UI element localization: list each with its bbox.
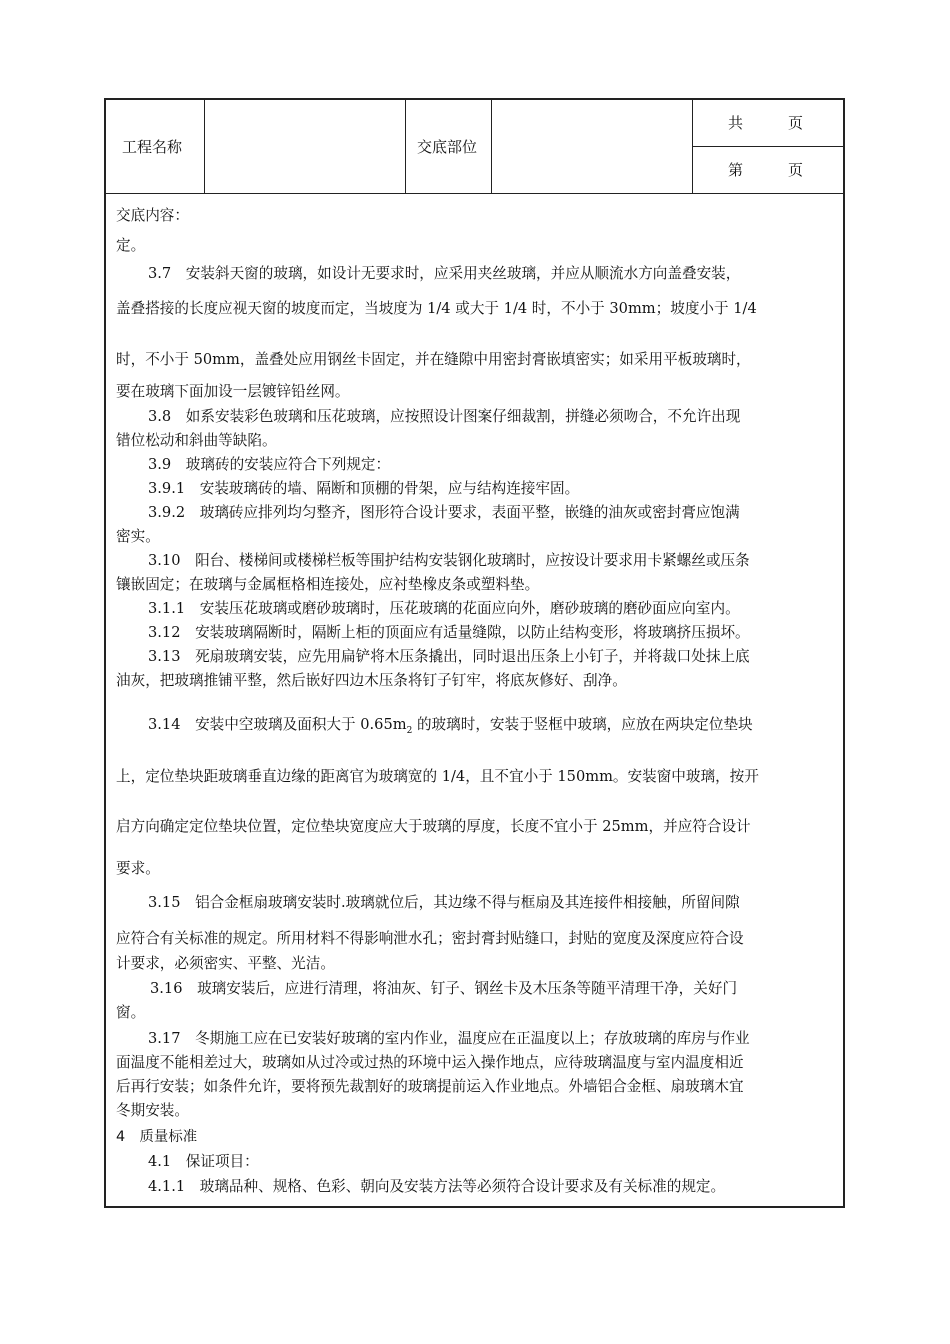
divider	[491, 100, 492, 193]
divider	[405, 100, 406, 193]
text-line: 定。	[116, 237, 146, 254]
text-line: 3.9.1 安装玻璃砖的墙、隔断和顶棚的骨架，应与结构连接牢固。	[148, 480, 580, 497]
text-segment: 3.14 安装中空玻璃及面积大于 0.65m	[148, 716, 407, 733]
text-line	[148, 715, 753, 741]
text-line: 时，不小于 50mm，盖叠处应用钢丝卡固定，并在缝隙中用密封膏嵌填密实；如采用平板玻璃时，	[116, 351, 751, 368]
text-line: 3.7 安装斜天窗的玻璃，如设计无要求时，应采用夹丝玻璃，并应从顺流水方向盖叠安装，	[148, 265, 741, 282]
text-line: 3.10 阳台、楼梯间或楼梯栏板等围护结构安装钢化玻璃时，应按设计要求用卡紧螺丝或压条	[148, 552, 750, 569]
text-line: 面温度不能相差过大，玻璃如从过冷或过热的环境中运入操作地点，应待玻璃温度与室内温度相近	[116, 1054, 744, 1071]
disclosure-part-label: 交底部位	[417, 138, 478, 156]
text-line: 4.1 保证项目：	[148, 1153, 259, 1170]
section-heading: 4 质量标准	[116, 1129, 198, 1145]
form-header	[106, 100, 845, 194]
disclosure-form	[104, 98, 845, 1208]
text-line: 要在玻璃下面加设一层镀锌铅丝网。	[116, 383, 350, 400]
text-line: 4.1.1 玻璃品种、规格、色彩、朝向及安装方法等必须符合设计要求及有关标准的规定。	[148, 1178, 726, 1195]
text-line: 要求。	[116, 860, 160, 877]
text-line: 3.1.1 安装压花玻璃或磨砂玻璃时，压花玻璃的花面应向外，磨砂玻璃的磨砂面应向室内。	[148, 600, 740, 617]
text-line: 3.9 玻璃砖的安装应符合下列规定：	[148, 456, 391, 473]
text-line: 后再行安装；如条件允许，要将预先裁割好的玻璃提前运入作业地点。外墙铝合金框、扇玻璃木宜	[116, 1078, 744, 1095]
text-line: 3.12 安装玻璃隔断时，隔断上柜的顶面应有适量缝隙，以防止结构变形，将玻璃挤压损坏。	[148, 624, 750, 641]
text-line: 3.8 如系安装彩色玻璃和压花玻璃，应按照设计图案仔细裁割，拼缝必须吻合，不允许出现	[148, 408, 741, 425]
text-line: 应符合有关标准的规定。所用材料不得影响泄水孔；密封膏封贴缝口，封贴的宽度及深度应符合设	[116, 930, 744, 947]
text-line: 窗。	[116, 1004, 146, 1021]
text-line: 3.13 死扇玻璃安装，应先用扁铲将木压条撬出，同时退出压条上小钉子，并将裁口处抹上底	[148, 648, 750, 665]
text-line: 冬期安装。	[116, 1102, 189, 1119]
text-line: 盖叠搭接的长度应视天窗的坡度而定，当坡度为 1/4 或大于 1/4 时，不小于 30mm；坡度小于 1/4	[116, 300, 757, 317]
divider	[692, 146, 845, 147]
text-line: 上，定位垫块距玻璃垂直边缘的距离官为玻璃宽的 1/4，且不宜小于 150mm。安装窗中玻璃，按开	[116, 768, 759, 785]
text-line: 启方向确定定位垫块位置，定位垫块宽度应大于玻璃的厚度，长度不宜小于 25mm，并应符合设计	[116, 818, 751, 835]
subscript: 2	[406, 725, 413, 736]
text-line: 3.16 玻璃安装后，应进行清理，将油灰、钉子、钢丝卡及木压条等随平清理干净，关好门	[150, 980, 738, 997]
content-label: 交底内容：	[116, 207, 189, 224]
text-line: 3.9.2 玻璃砖应排列均匀整齐，图形符合设计要求，表面平整，嵌缝的油灰或密封膏应饱满	[148, 504, 740, 521]
text-line: 油灰，把玻璃推铺平整，然后嵌好四边木压条将钉子钉牢，将底灰修好、刮净。	[116, 672, 627, 689]
text-segment: 的玻璃时，安装于竖框中玻璃，应放在两块定位垫块	[412, 716, 753, 733]
page-number: 第 页	[728, 161, 804, 179]
project-name-label: 工程名称	[122, 138, 183, 156]
text-line: 镶嵌固定；在玻璃与金属框格相连接处，应衬垫橡皮条或塑料垫。	[116, 576, 540, 593]
total-pages: 共 页	[728, 114, 804, 132]
text-line: 3.15 铝合金框扇玻璃安装时.玻璃就位后，其边缘不得与框扇及其连接件相接触，所留间隙	[148, 894, 740, 911]
text-line: 计要求，必须密实、平整、光洁。	[116, 955, 335, 972]
divider	[204, 100, 205, 193]
text-line: 密实。	[116, 528, 160, 545]
text-line: 3.17 冬期施工应在已安装好玻璃的室内作业，温度应在正温度以上；存放玻璃的库房与作业	[148, 1030, 750, 1047]
text-line: 错位松动和斜曲等缺陷。	[116, 432, 277, 449]
